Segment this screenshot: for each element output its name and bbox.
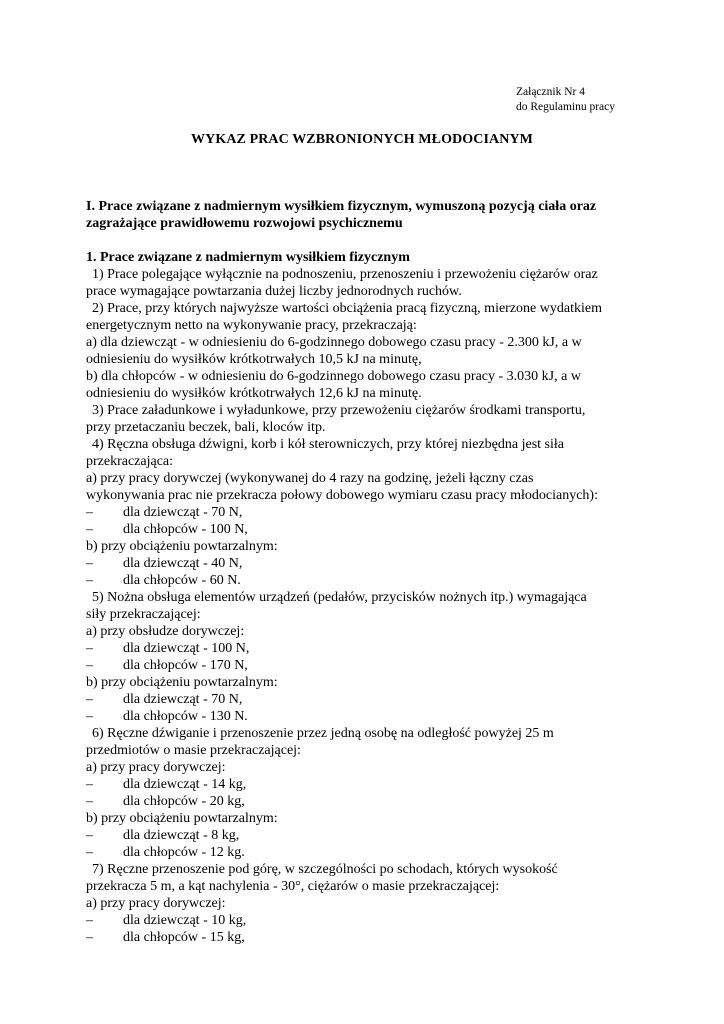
item-3-line-1: 3) Prace załadunkowe i wyładunkowe, przy przewożeniu ciężarów środkami transportu, xyxy=(92,403,586,418)
dash-item: – dla chłopców - 15 kg, xyxy=(86,930,245,945)
item-4b-line: b) przy obciążeniu powtarzalnym: xyxy=(86,539,278,554)
document-title: WYKAZ PRAC WZBRONIONYCH MŁODOCIANYM xyxy=(191,132,533,147)
item-2-line-2: energetycznym netto na wykonywanie pracy, przekraczają: xyxy=(86,318,417,333)
annex-number: Załącznik Nr 4 xyxy=(516,86,585,98)
item-6-line-1: 6) Ręczne dźwiganie i przenoszenie przez jedną osobę na odległość powyżej 25 m xyxy=(92,726,554,741)
item-6a-line: a) przy pracy dorywczej: xyxy=(86,760,226,775)
dash-item: – dla dziewcząt - 14 kg, xyxy=(86,777,247,792)
item-4-line-1: 4) Ręczna obsługa dźwigni, korb i kół sterowniczych, przy której niezbędna jest siła xyxy=(92,437,564,452)
document-body xyxy=(86,198,646,946)
dash-item: – dla dziewcząt - 70 N, xyxy=(86,692,243,707)
section-heading-line-2: zagrażające prawidłowemu rozwojowi psychicznemu xyxy=(86,216,403,231)
item-5b-line: b) przy obciążeniu powtarzalnym: xyxy=(86,675,278,690)
item-4-line-2: przekraczająca: xyxy=(86,454,174,469)
dash-item: – dla chłopców - 100 N, xyxy=(86,522,248,537)
dash-item: – dla chłopców - 12 kg. xyxy=(86,845,245,860)
item-2-line-1: 2) Prace, przy których najwyższe wartości obciążenia pracą fizyczną, mierzone wydatkiem xyxy=(92,301,602,316)
item-5-line-1: 5) Nożna obsługa elementów urządzeń (pedałów, przycisków nożnych itp.) wymagająca xyxy=(92,590,587,605)
dash-item: – dla chłopców - 20 kg, xyxy=(86,794,245,809)
dash-item: – dla dziewcząt - 70 N, xyxy=(86,505,243,520)
item-5a-line: a) przy obsłudze dorywczej: xyxy=(86,624,245,639)
item-6-line-2: przedmiotów o masie przekraczającej: xyxy=(86,743,301,758)
dash-item: – dla chłopców - 130 N. xyxy=(86,709,248,724)
dash-item: – dla dziewcząt - 100 N, xyxy=(86,641,250,656)
annex-note xyxy=(516,85,615,115)
annex-reference: do Regulaminu pracy xyxy=(516,101,616,113)
item-7a-line: a) przy pracy dorywczej: xyxy=(86,896,226,911)
item-2b-line-2: odniesieniu do wysiłków krótkotrwałych 12,6 kJ na minutę. xyxy=(86,386,422,401)
item-1-line-1: 1) Prace polegające wyłącznie na podnoszeniu, przenoszeniu i przewożeniu ciężarów oraz xyxy=(92,267,598,282)
item-6b-line: b) przy obciążeniu powtarzalnym: xyxy=(86,811,278,826)
item-2a-line-2: odniesieniu do wysiłków krótkotrwałych 10,5 kJ na minutę, xyxy=(86,352,422,367)
section-heading-line-1: I. Prace związane z nadmiernym wysiłkiem fizycznym, wymuszoną pozycją ciała oraz xyxy=(86,199,597,214)
subsection-heading: 1. Prace związane z nadmiernym wysiłkiem fizycznym xyxy=(86,250,410,265)
item-3-line-2: przy przetaczaniu beczek, bali, kloców itp. xyxy=(86,420,326,435)
item-2b-line-1: b) dla chłopców - w odniesieniu do 6-godzinnego dobowego czasu pracy - 3.030 kJ, a w xyxy=(86,369,581,384)
item-1-line-2: prace wymagające powtarzania dużej liczby jednorodnych ruchów. xyxy=(86,284,462,299)
dash-item: – dla dziewcząt - 40 N, xyxy=(86,556,243,571)
item-2a-line-1: a) dla dziewcząt - w odniesieniu do 6-godzinnego dobowego czasu pracy - 2.300 kJ, a w xyxy=(86,335,582,350)
item-5-line-2: siły przekraczającej: xyxy=(86,607,201,622)
dash-item: – dla chłopców - 170 N, xyxy=(86,658,248,673)
dash-item: – dla dziewcząt - 10 kg, xyxy=(86,913,247,928)
dash-item: – dla dziewcząt - 8 kg, xyxy=(86,828,240,843)
item-4a-line-2: wykonywania prac nie przekracza połowy dobowego wymiaru czasu pracy młodocianych): xyxy=(86,488,598,503)
item-7-line-2: przekracza 5 m, a kąt nachylenia - 30°, ciężarów o masie przekraczającej: xyxy=(86,879,500,894)
item-4a-line-1: a) przy pracy dorywczej (wykonywanej do 4 razy na godzinę, jeżeli łączny czas xyxy=(86,471,534,486)
dash-item: – dla chłopców - 60 N. xyxy=(86,573,241,588)
item-7-line-1: 7) Ręczne przenoszenie pod górę, w szczególności po schodach, których wysokość xyxy=(92,862,558,877)
